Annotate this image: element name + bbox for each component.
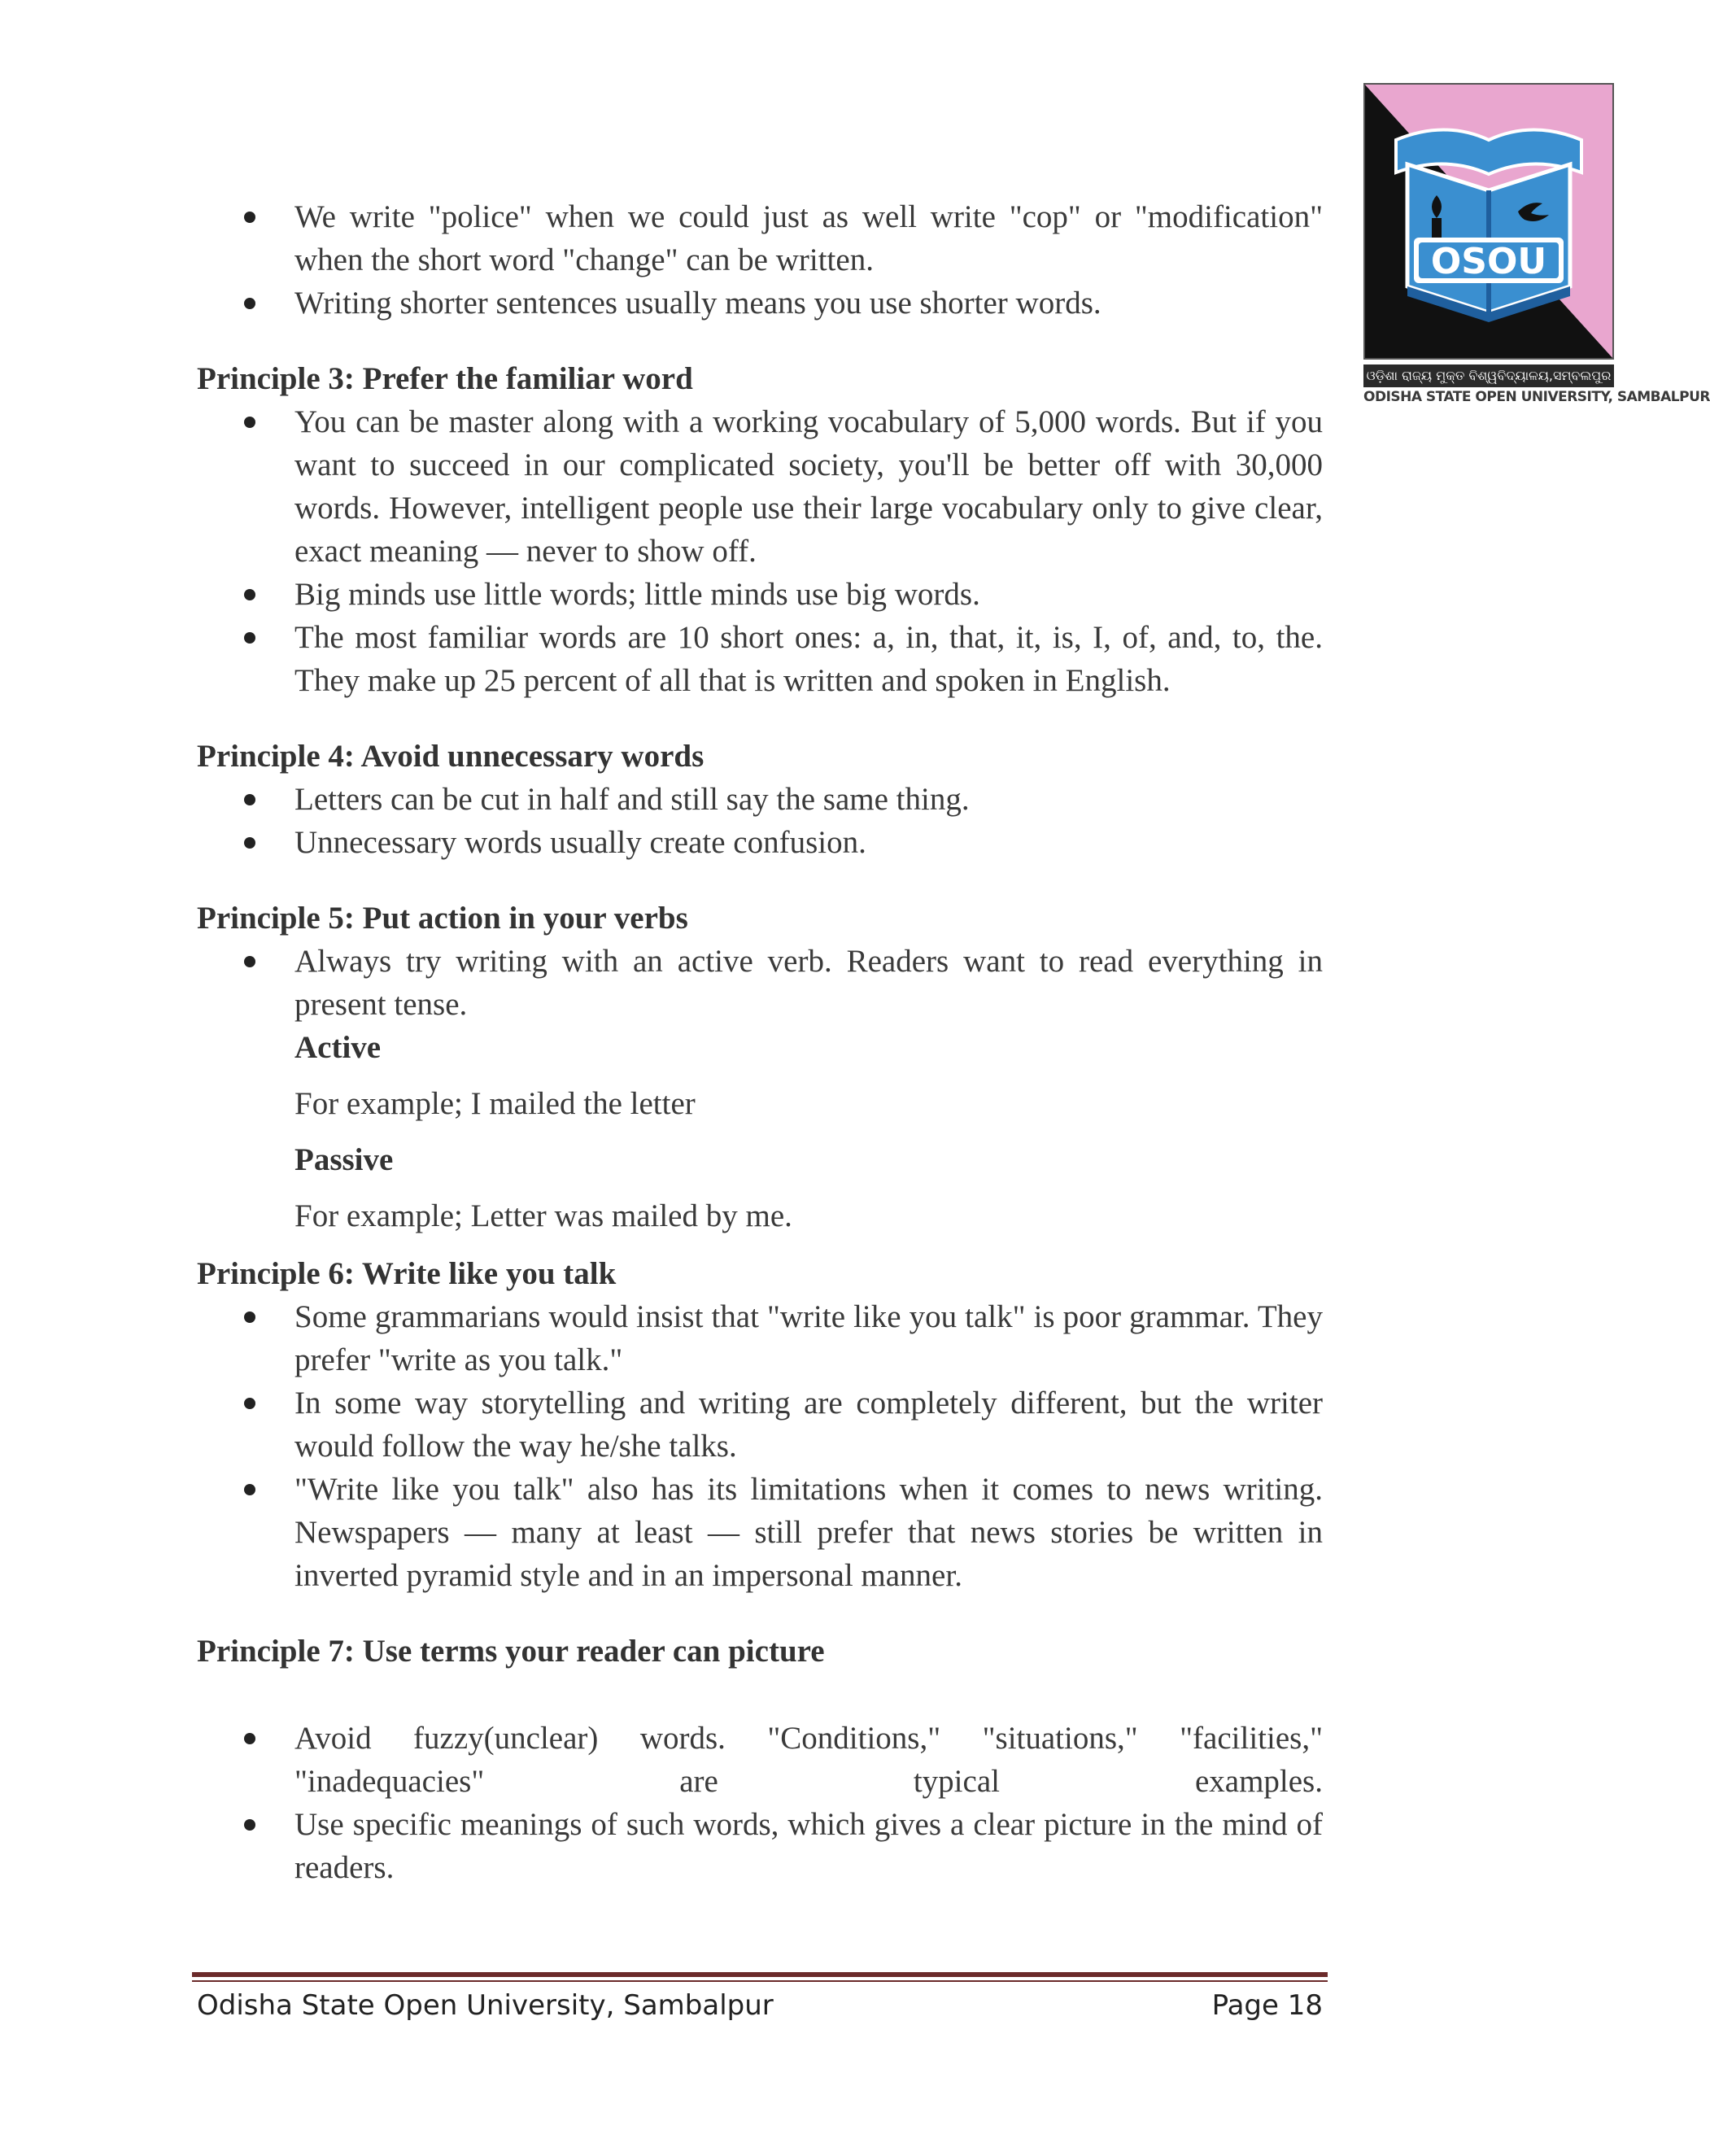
list-item: Some grammarians would insist that "write like you talk" is poor grammar. They prefer "write as you talk."	[294, 1295, 1323, 1381]
bullet-icon	[244, 417, 255, 428]
principle-7-bullets	[197, 1717, 1323, 1889]
list-item: Big minds use little words; little minds use big words.	[294, 573, 1323, 616]
footer-rule-thin	[192, 1980, 1328, 1982]
bullet-icon	[244, 1311, 255, 1323]
logo-emblem	[1363, 83, 1614, 360]
bullet-icon	[244, 837, 255, 849]
bullet-icon	[244, 1733, 255, 1744]
principle-6-bullets	[197, 1295, 1323, 1597]
principle-4-heading: Principle 4: Avoid unnecessary words	[197, 739, 705, 774]
bullet-icon	[244, 794, 255, 805]
footer-page-number: Page 18	[1211, 1989, 1323, 2022]
page-footer	[197, 1985, 1323, 2026]
intro-bullet-list	[197, 195, 1323, 325]
logo-caption: ODISHA STATE OPEN UNIVERSITY, SAMBALPUR	[1363, 389, 1710, 405]
list-item: Use specific meanings of such words, which gives a clear picture in the mind of readers.	[294, 1803, 1323, 1889]
list-item: Always try writing with an active verb. Readers want to read everything in present tense.	[294, 940, 1323, 1026]
svg-text:OSOU: OSOU	[1430, 241, 1547, 282]
bullet-icon	[244, 956, 255, 967]
list-item: Letters can be cut in half and still say the same thing.	[294, 778, 1323, 821]
passive-label: Passive	[294, 1142, 394, 1177]
bullet-icon	[244, 212, 255, 223]
active-label: Active	[294, 1030, 382, 1065]
list-item: The most familiar words are 10 short ones: a, in, that, it, is, I, of, and, to, the. They make up 25 percent of all that is written and spoken in English.	[294, 616, 1323, 702]
principle-4-bullets	[197, 778, 1323, 864]
footer-university-name: Odisha State Open University, Sambalpur	[197, 1989, 774, 2022]
university-logo	[1363, 83, 1710, 408]
bullet-icon	[244, 589, 255, 600]
bullet-icon	[244, 298, 255, 309]
bullet-icon	[244, 1819, 255, 1831]
list-item: We write "police" when we could just as well write "cop" or "modification" when the short word "change" can be written.	[294, 195, 1323, 282]
principle-3-heading: Principle 3: Prefer the familiar word	[197, 361, 693, 396]
bullet-icon	[244, 632, 255, 644]
logo-odia-strip: ଓଡ଼ିଶା ରାଜ୍ୟ ମୁକ୍ତ ବିଶ୍ୱବିଦ୍ୟାଳୟ,ସମ୍ବଲପୁର	[1363, 364, 1614, 387]
book-emblem-icon	[1363, 83, 1614, 360]
bullet-icon	[244, 1398, 255, 1409]
principle-6-heading: Principle 6: Write like you talk	[197, 1256, 617, 1291]
list-item: You can be master along with a working vocabulary of 5,000 words. But if you want to succeed in our complicated society, you'll be better off with 30,000 words. However, intelligent people use their large vocabulary only to give clear, exact meaning — never to show off.	[294, 400, 1323, 573]
footer-rule-thick	[192, 1972, 1328, 1977]
principle-5-bullets	[197, 940, 1323, 1026]
principle-3-bullets	[197, 400, 1323, 702]
passive-example: For example; Letter was mailed by me.	[294, 1198, 792, 1233]
principle-7-heading: Principle 7: Use terms your reader can picture	[197, 1634, 825, 1669]
page-body	[197, 195, 1323, 1889]
principle-5-heading: Principle 5: Put action in your verbs	[197, 901, 688, 936]
list-item: Avoid fuzzy(unclear) words. "Conditions," "situations," "facilities," "inadequacies" are typical examples.	[294, 1717, 1323, 1803]
list-item: Writing shorter sentences usually means you use shorter words.	[294, 282, 1323, 325]
active-example: For example; I mailed the letter	[294, 1086, 696, 1121]
bullet-icon	[244, 1484, 255, 1495]
list-item: Unnecessary words usually create confusion.	[294, 821, 1323, 864]
list-item: "Write like you talk" also has its limitations when it comes to news writing. Newspapers — many at least — still prefer that news stories be written in inverted pyramid style and in an impersonal manner.	[294, 1468, 1323, 1597]
list-item: In some way storytelling and writing are completely different, but the writer would follow the way he/she talks.	[294, 1381, 1323, 1468]
